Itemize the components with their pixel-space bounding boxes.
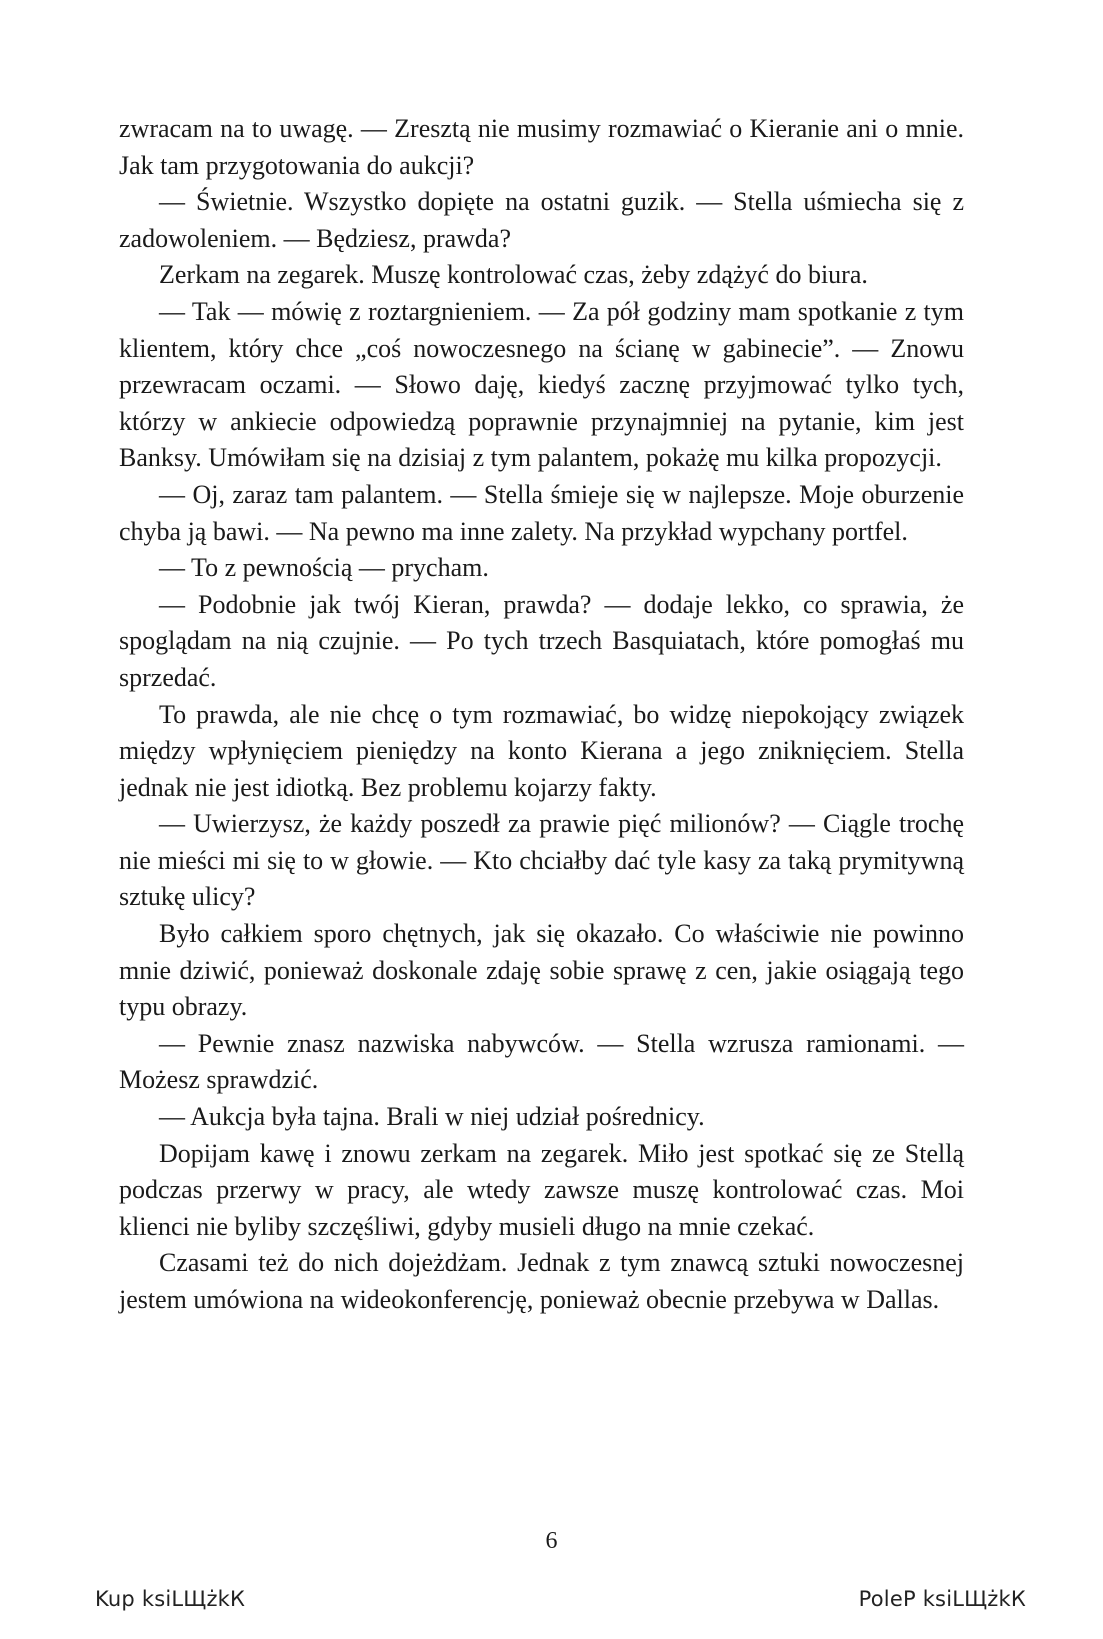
paragraph: — Aukcja była tajna. Brali w niej udział pośrednicy. [159,1102,705,1132]
paragraph: Dopijam kawę i znowu zerkam na zegarek. Miło jest spotkać się ze Stellą podczas przerwy w pracy, ale wtedy zawsze muszę kontrolować czas. Moi klienci nie byliby szczęśliwi, gdyby musieli długo na mnie czekać. [119,1138,964,1241]
paragraph: — Tak — mówię z roztargnieniem. — Za pół godziny mam spotkanie z tym klientem, który chce „coś nowoczesnego na ścianę w gabinecie”. — Znowu przewracam oczami. — Słowo daję, kiedyś zacznę przyjmować tylko tych, którzy w ankiecie odpowiedzą poprawnie przynajmniej na pytanie, kim jest Banksy. Umówiłam się na dzisiaj z tym palantem, pokażę mu kilka propozycji. [119,296,964,473]
paragraph: — To z pewnością — prycham. [159,553,489,583]
paragraph: — Podobnie jak twój Kieran, prawda? — dodaje lekko, co sprawia, że spoglądam na nią czujnie. — Po tych trzech Basquiatach, które pomogłaś mu sprzedać. [119,589,964,692]
paragraph: — Uwierzysz, że każdy poszedł za prawie pięć milionów? — Ciągle trochę nie mieści mi się to w głowie. — Kto chciałby dać tyle kasy za taką prymitywną sztukę ulicy? [119,809,964,912]
paragraph: Było całkiem sporo chętnych, jak się okazało. Co właściwie nie powinno mnie dziwić, ponieważ doskonale zdaję sobie sprawę z cen, jakie osiągają tego typu obrazy. [119,919,964,1022]
paragraph: To prawda, ale nie chcę o tym rozmawiać, bo widzę niepokojący związek między wpłynięciem pieniędzy na konto Kierana a jego zniknięciem. Stella jednak nie jest idiotką. Bez problemu kojarzy fakty. [119,699,964,802]
book-page-text [119,111,964,1319]
paragraph: Czasami też do nich dojeżdżam. Jednak z tym znawcą sztuki nowoczesnej jestem umówiona na wideokonferencję, ponieważ obecnie przebywa w Dallas. [119,1248,964,1314]
paragraph: — Świetnie. Wszystko dopięte na ostatni guzik. — Stella uśmiecha się z zadowoleniem. — Będziesz, prawda? [119,187,964,253]
paragraph: Zerkam na zegarek. Muszę kontrolować czas, żeby zdążyć do biura. [159,260,868,290]
paragraph: zwracam na to uwagę. — Zresztą nie musimy rozmawiać o Kieranie ani o mnie. Jak tam przygotowania do aukcji? [119,114,964,180]
page-number: 6 [545,1528,558,1554]
paragraph: — Oj, zaraz tam palantem. — Stella śmieje się w najlepsze. Moje oburzenie chyba ją bawi. — Na pewno ma inne zalety. Na przykład wypchany portfel. [119,479,964,546]
paragraph: — Pewnie znasz nazwiska nabywców. — Stella wzrusza ramionami. — Możesz sprawdzić. [119,1028,964,1095]
recommend-book-link[interactable]: PoleР ksiLЩżkК [858,1587,1026,1611]
buy-book-link[interactable]: Kup ksiLЩżkК [95,1587,246,1611]
